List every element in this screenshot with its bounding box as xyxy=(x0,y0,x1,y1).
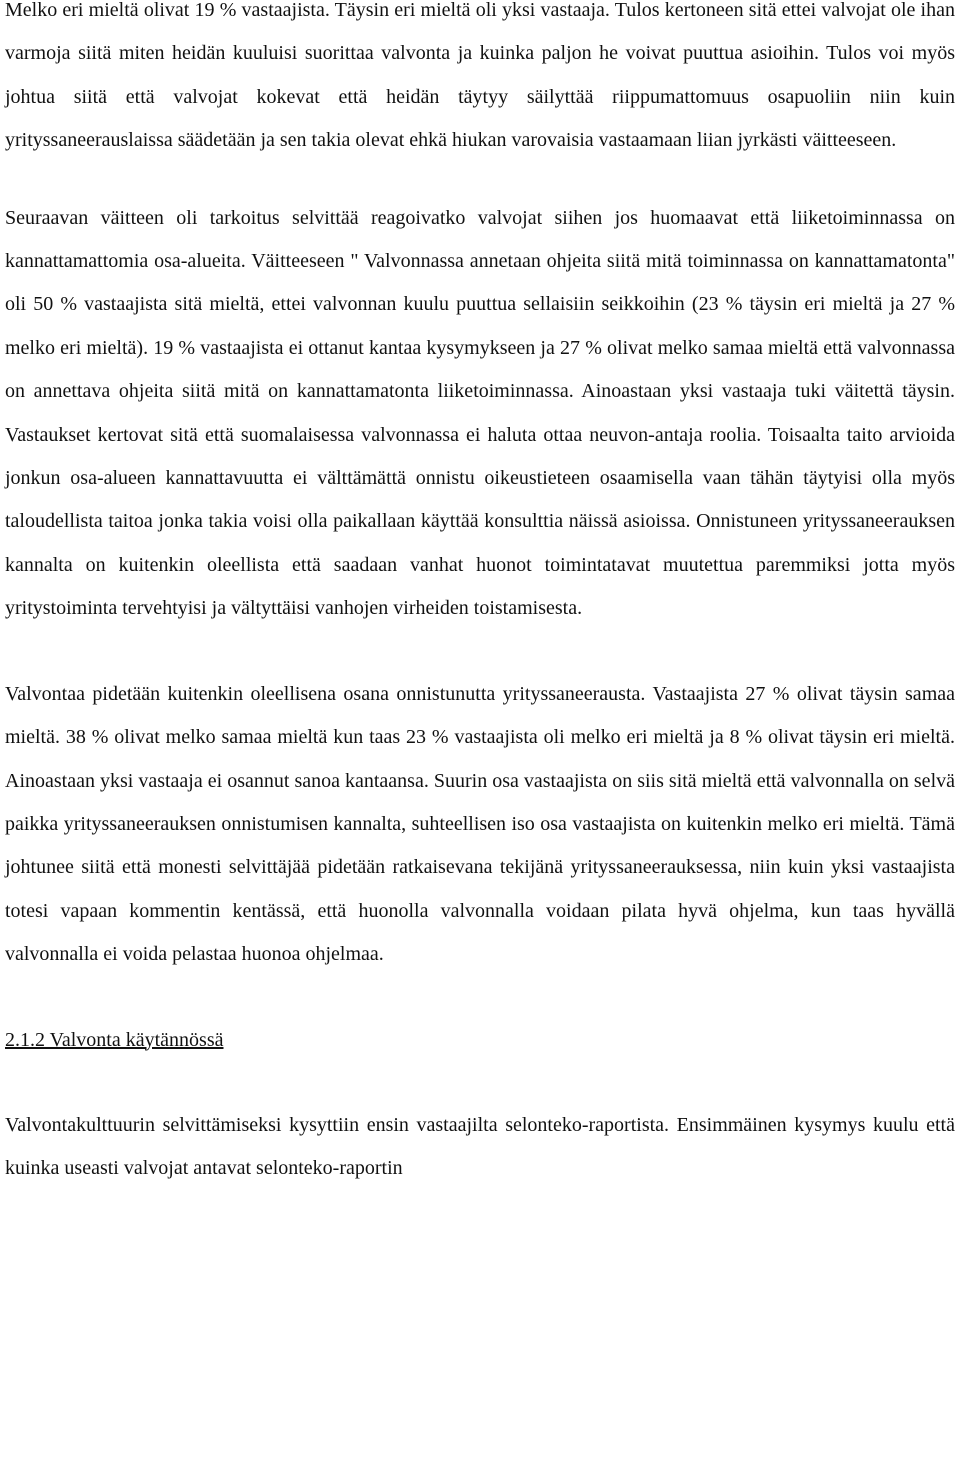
paragraph-1: Melko eri mieltä olivat 19 % vastaajista. Täysin eri mieltä oli yksi vastaaja. Tulos kertoneen sitä ettei valvojat ole ihan varmoja siitä miten heidän kuuluisi suorittaa valvonta ja kuinka paljon he voivat puuttua asioihin. Tulos voi myös johtua siitä että valvojat kokevat että heidän täytyy säilyttää riippumattomuus osapuoliin niin kuin yrityssaneerauslaissa säädetään ja sen takia olevat ehkä hiukan varovaisia vastaamaan liian jyrkästi väitteeseen. xyxy=(5,0,955,152)
paragraph-3: Valvontaa pidetään kuitenkin oleellisena osana onnistunutta yrityssaneerausta. Vastaajista 27 % olivat täysin samaa mieltä. 38 % olivat melko samaa mieltä kun taas 23 % vastaajista oli melko eri mieltä ja 8 % olivat täysin eri mieltä. Ainoastaan yksi vastaaja ei osannut sanoa kantaansa. Suurin osa vastaajista on siis sitä mieltä että valvonnalla on selvä paikka yrityssaneerauksen onnistumisen kannalta, suhteellisen iso osa vastaajista on kuitenkin melko eri mieltä. Tämä johtunee siitä että monesti selvittäjää pidetään ratkaisevana tekijänä yrityssaneerauksessa, niin kuin yksi vastaajista totesi vapaan kommentin kentässä, että huonolla valvonnalla voidaan pilata hyvä ohjelma, kun taas hyvällä valvonnalla ei voida pelastaa huonoa ohjelmaa. xyxy=(5,682,955,966)
section-heading: 2.1.2 Valvonta käytännössä xyxy=(5,1028,224,1051)
paragraph-4: Valvontakulttuurin selvittämiseksi kysyttiin ensin vastaajilta selonteko-raportista. Ensimmäinen kysymys kuulu että kuinka useasti valvojat antavat selonteko-raportin xyxy=(5,1113,955,1180)
paragraph-2: Seuraavan väitteen oli tarkoitus selvittää reagoivatko valvojat siihen jos huomaavat että liiketoiminnassa on kannattamattomia osa-alueita. Väitteeseen " Valvonnassa annetaan ohjeita siitä mitä toiminnassa on kannattamatonta" oli 50 % vastaajista sitä mieltä, ettei valvonnan kuulu puuttua sellaisiin seikkoihin (23 % täysin eri mieltä ja 27 % melko eri mieltä). 19 % vastaajista ei ottanut kantaa kysymykseen ja 27 % olivat melko samaa mieltä että valvonnassa on annettava ohjeita siitä mitä on kannattamatonta liiketoiminnassa. Ainoastaan yksi vastaaja tuki väitettä täysin. Vastaukset kertovat sitä että suomalaisessa valvonnassa ei haluta ottaa neuvon-antaja roolia. Toisaalta taito arvioida jonkun osa-alueen kannattavuutta ei välttämättä onnistu oikeustieteen osaamisella vaan tähän täytyisi olla myös taloudellista taitoa jonka takia voisi olla paikallaan käyttää konsulttia näissä asioissa. Onnistuneen yrityssaneerauksen kannalta on kuitenkin oleellista että saadaan vanhat huonot toimintatavat muutettua paremmiksi jotta myös yritystoiminta tervehtyisi ja vältyttäisi vanhojen virheiden toistamisesta. xyxy=(5,206,955,620)
document-page xyxy=(5,0,955,1191)
